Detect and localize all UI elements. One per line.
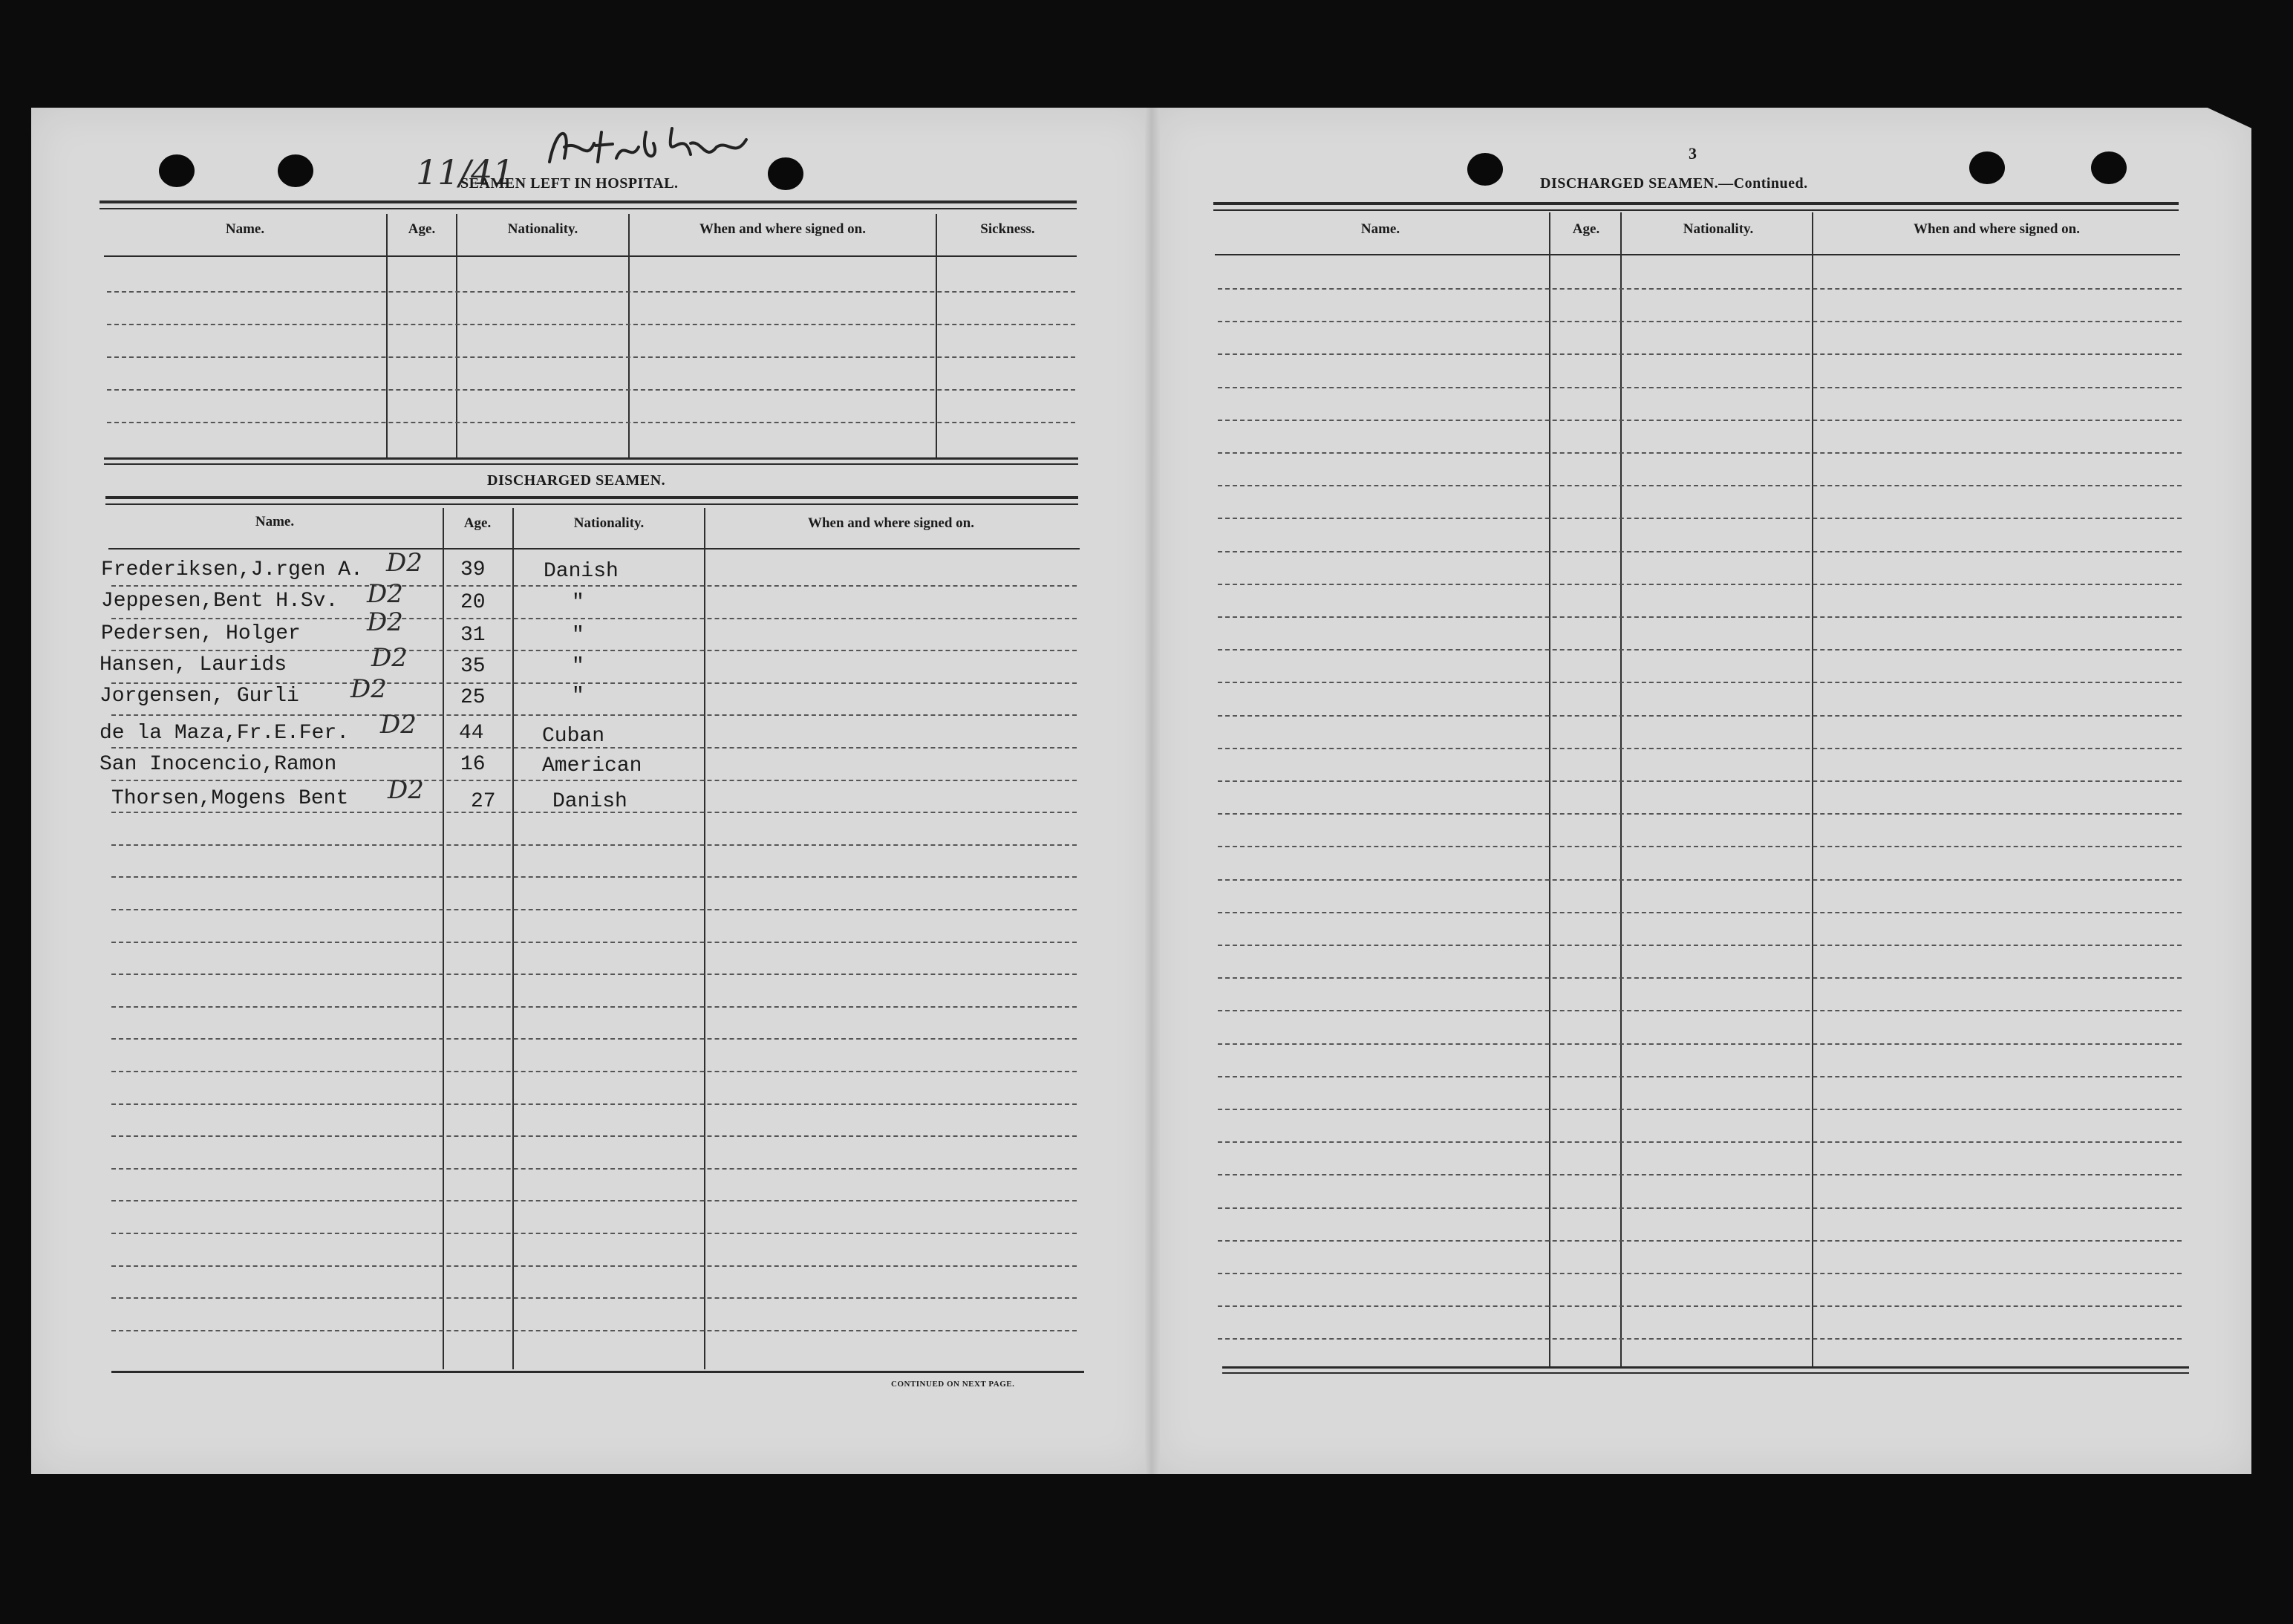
ruled-line	[111, 1071, 1077, 1072]
ruled-line	[107, 324, 1075, 325]
discharge-mark: D2	[380, 710, 417, 740]
ruled-line	[107, 291, 1075, 293]
seaman-name: Pedersen, Holger	[101, 622, 301, 645]
ruled-line	[1218, 715, 2182, 717]
ruled-line	[111, 682, 1077, 684]
seaman-name: San Inocencio,Ramon	[100, 753, 337, 776]
right-col-age: Age.	[1572, 221, 1600, 237]
ruled-line	[1218, 353, 2182, 355]
ruled-line	[1218, 813, 2182, 815]
ruled-line	[1218, 1109, 2182, 1110]
seaman-nationality: Danish	[552, 790, 627, 813]
seaman-name: Hansen, Laurids	[100, 653, 287, 676]
handwritten-signature	[542, 117, 765, 177]
rule	[108, 548, 1080, 550]
column-divider	[1549, 212, 1550, 1366]
column-divider	[704, 508, 705, 1369]
rule	[105, 503, 1078, 505]
ruled-line	[1218, 649, 2182, 650]
hospital-col-name: Name.	[225, 221, 265, 237]
ruled-line	[107, 422, 1075, 423]
ruled-line	[111, 714, 1077, 716]
discharged-col-signed-on: When and where signed on.	[807, 515, 974, 531]
right-col-nationality: Nationality.	[1683, 221, 1754, 237]
seaman-name: de la Maza,Fr.E.Fer.	[100, 722, 350, 745]
seaman-name: Jeppesen,Bent H.Sv.	[101, 590, 339, 613]
ruled-line	[1218, 387, 2182, 388]
discharge-mark: D2	[367, 607, 403, 637]
handwritten-note: 11/41	[416, 152, 515, 192]
seaman-age: 31	[460, 624, 486, 647]
seaman-age: 16	[460, 753, 486, 776]
ruled-line	[1218, 1338, 2182, 1340]
seaman-age: 44	[459, 722, 484, 745]
punch-hole	[2091, 151, 2127, 184]
column-divider	[512, 508, 514, 1369]
discharged-col-nationality: Nationality.	[573, 515, 645, 531]
seaman-age: 35	[460, 655, 486, 678]
hospital-col-sickness: Sickness.	[980, 221, 1035, 237]
ruled-line	[1218, 748, 2182, 749]
ruled-line	[111, 1135, 1077, 1137]
ruled-line	[1218, 616, 2182, 618]
seaman-nationality: Cuban	[542, 725, 605, 748]
ruled-line	[1218, 288, 2182, 290]
punch-hole	[1969, 151, 2005, 184]
seaman-nationality: "	[572, 655, 584, 678]
ruled-line	[111, 1233, 1077, 1234]
ruled-line	[1218, 1010, 2182, 1011]
ruled-line	[111, 942, 1077, 943]
ruled-line	[1218, 1141, 2182, 1143]
ruled-line	[1218, 551, 2182, 552]
right-section-title: DISCHARGED SEAMEN.—Continued.	[1540, 175, 1808, 192]
punch-hole	[159, 154, 195, 187]
ruled-line	[1218, 518, 2182, 519]
ruled-line	[1218, 1076, 2182, 1077]
right-page	[1152, 108, 2251, 1474]
discharge-mark: D2	[367, 579, 403, 609]
ruled-line	[111, 1168, 1077, 1170]
ruled-line	[1218, 420, 2182, 421]
rule	[105, 496, 1078, 499]
column-divider	[443, 508, 444, 1369]
ruled-line	[1218, 1043, 2182, 1045]
seaman-name: Frederiksen,J.rgen A.	[101, 558, 363, 581]
ruled-line	[111, 585, 1077, 587]
hospital-col-nationality: Nationality.	[507, 221, 578, 237]
ruled-line	[1218, 452, 2182, 454]
rule	[1222, 1366, 2189, 1369]
hospital-col-signed-on: When and where signed on.	[699, 221, 866, 237]
ruled-line	[1218, 945, 2182, 946]
ruled-line	[111, 1038, 1077, 1040]
rule	[1213, 202, 2179, 205]
ruled-line	[111, 844, 1077, 846]
rule	[1215, 254, 2180, 255]
seaman-age: 39	[460, 558, 486, 581]
ruled-line	[1218, 1207, 2182, 1209]
ruled-line	[111, 1103, 1077, 1105]
seaman-nationality: Danish	[544, 560, 619, 583]
discharge-mark: D2	[388, 775, 424, 805]
seaman-name: Jorgensen, Gurli	[100, 685, 299, 708]
discharged-col-age: Age.	[463, 515, 492, 531]
rule	[100, 200, 1077, 203]
ruled-line	[111, 1297, 1077, 1299]
ruled-line	[1218, 977, 2182, 979]
column-divider	[1812, 212, 1813, 1366]
ruled-line	[111, 650, 1077, 651]
continued-footer: CONTINUED ON NEXT PAGE.	[891, 1380, 1015, 1389]
ruled-line	[111, 1006, 1077, 1008]
seaman-name: Thorsen,Mogens Bent	[111, 787, 349, 810]
discharged-section-title: DISCHARGED SEAMEN.	[487, 472, 666, 489]
rule	[104, 463, 1078, 465]
ruled-line	[1218, 1174, 2182, 1175]
rule	[1222, 1372, 2189, 1374]
right-col-name: Name.	[1360, 221, 1400, 237]
ruled-line	[111, 1200, 1077, 1201]
ruled-line	[1218, 485, 2182, 486]
rule	[100, 208, 1077, 209]
ruled-line	[1218, 780, 2182, 782]
punch-hole	[1467, 153, 1503, 186]
ruled-line	[1218, 321, 2182, 322]
punch-hole	[768, 157, 803, 190]
ruled-line	[1218, 1240, 2182, 1242]
ruled-line	[107, 389, 1075, 391]
seaman-age: 27	[471, 790, 496, 813]
ruled-line	[1218, 846, 2182, 847]
ruled-line	[111, 1265, 1077, 1267]
ruled-line	[107, 356, 1075, 358]
rule	[111, 1371, 1084, 1373]
ruled-line	[111, 876, 1077, 878]
hospital-section-title: SEAMEN LEFT IN HOSPITAL.	[460, 175, 679, 192]
rule	[104, 457, 1078, 460]
ruled-line	[1218, 912, 2182, 913]
discharge-mark: D2	[386, 548, 423, 578]
rule	[1213, 209, 2179, 211]
hospital-col-age: Age.	[408, 221, 436, 237]
discharged-col-name: Name.	[255, 514, 295, 529]
ruled-line	[1218, 1305, 2182, 1307]
seaman-age: 25	[460, 686, 486, 709]
right-col-signed-on: When and where signed on.	[1913, 221, 2080, 237]
page-fold	[1145, 108, 1160, 1474]
ruled-line	[1218, 879, 2182, 881]
ruled-line	[1218, 584, 2182, 585]
column-divider	[1620, 212, 1622, 1366]
ruled-line	[111, 1330, 1077, 1331]
discharge-mark: D2	[350, 674, 387, 704]
seaman-nationality: American	[542, 754, 642, 777]
seaman-nationality: "	[572, 624, 584, 647]
page-number: 3	[1689, 144, 1697, 163]
ruled-line	[111, 974, 1077, 975]
ruled-line	[1218, 682, 2182, 683]
punch-hole	[278, 154, 313, 187]
rule	[104, 255, 1077, 257]
discharge-mark: D2	[371, 643, 408, 673]
seaman-age: 20	[460, 591, 486, 614]
ruled-line	[111, 909, 1077, 910]
ruled-line	[1218, 1273, 2182, 1274]
seaman-nationality: "	[572, 591, 584, 614]
seaman-nationality: "	[572, 685, 584, 708]
ruled-line	[111, 780, 1077, 781]
ruled-line	[111, 618, 1077, 619]
